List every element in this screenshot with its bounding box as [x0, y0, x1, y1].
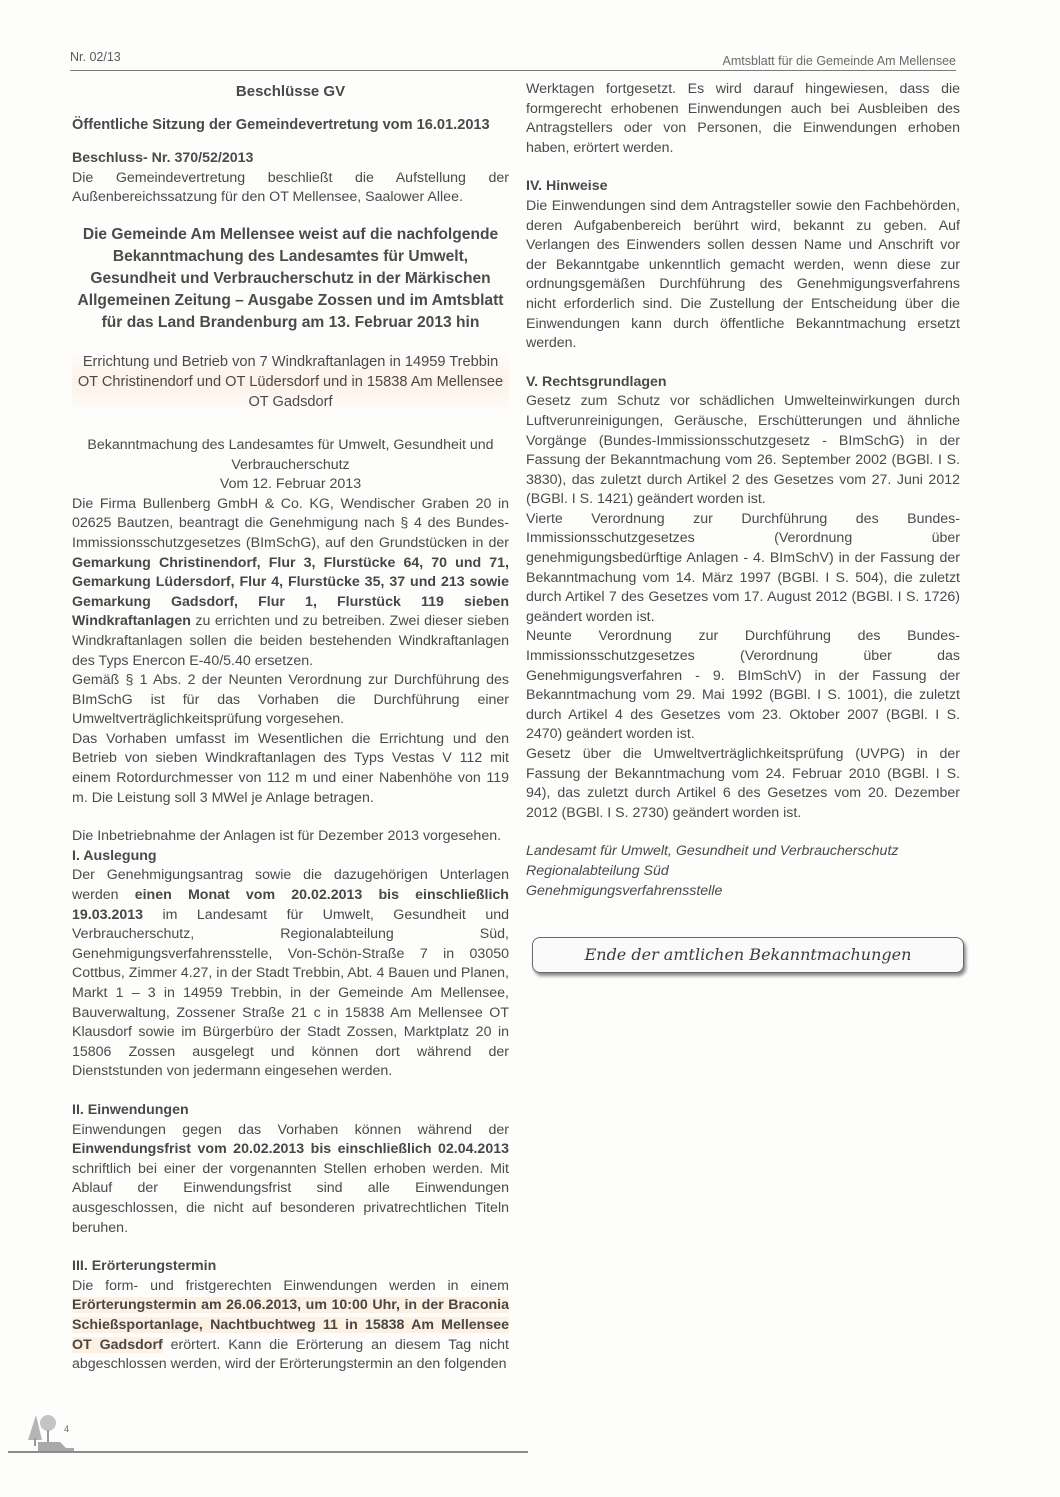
law-uvpg: Gesetz über die Umweltverträglichkeitsprüfung (UVPG) in der Fassung der Bekanntmachung vom 24. Februar 2010 (BGBl. I S. 94), das zuletzt durch Artikel 6 des Gesetzes vom 20. Dezember 2012 (BGBl. I S. 2730) geändert worden ist. [526, 746, 960, 821]
publication-title: Amtsblatt für die Gemeinde Am Mellensee [722, 54, 956, 68]
end-of-notices-box [532, 937, 964, 973]
left-column [72, 80, 509, 1375]
project-title: Errichtung und Betrieb von 7 Windkraftanlagen in 14959 Trebbin OT Christinendorf und OT Lüdersdorf und in 15838 Am Mellensee OT Gadsdorf [72, 352, 509, 412]
signature-department: Regionalabteilung Süd [526, 862, 669, 879]
notice-heading: Die Gemeinde Am Mellensee weist auf die nachfolgende Bekanntmachung des Landesamtes für Umwelt, Gesundheit und Verbraucherschutz in der Märkischen Allgemeinen Zeitung – Ausgabe Zossen und im Amtsblatt für das Land Brandenburg am 13. Februar 2013 hin [77, 225, 504, 331]
end-of-notices-label: Ende der amtlichen Bekanntmachungen [584, 945, 912, 965]
paragraph-einwendungen: Einwendungen gegen das Vorhaben können während der Einwendungsfrist vom 20.02.2013 bis einschließlich 02.04.2013 schriftlich bei einer der vorgenannten Stellen erhoben werden. Mit Ablauf der Einwendungsfrist sind alle Einwendungen ausgeschlossen, die nicht auf besonderen privatrechtlichen Titeln beruhen. [72, 1121, 509, 1236]
section-heading-hinweise: IV. Hinweise [526, 178, 608, 195]
section-heading-einwendungen: II. Einwendungen [72, 1101, 189, 1118]
announcement-title: Bekanntmachung des Landesamtes für Umwelt, Gesundheit und Verbraucherschutz [87, 436, 494, 473]
parcel-details: Gemarkung Christinendorf, Flur 3, Flurstücke 64, 70 und 71, Gemarkung Lüdersdorf, Flur 4, Flurstücke 35, 37 und 213 sowie Gemarkung Gadsdorf, Flur 1, Flurstück 119 sieben Windkraftanlagen [72, 554, 509, 630]
objection-period: Einwendungsfrist vom 20.02.2013 bis einschließlich 02.04.2013 [72, 1141, 509, 1158]
law-9-bimschv: Neunte Verordnung zur Durchführung des Bundes-Immissionsschutzgesetzes (Verordnung über das Genehmigungsverfahren - 9. BImSchV) in der Fassung der Bekanntmachung vom 29. Mai 1992 (BGBl. I S. 1001), die zuletzt durch Artikel 4 des Gesetzes vom 23. Oktober 2007 (BGBl. I S. 2470) geändert worden ist. [526, 628, 960, 743]
resolution-text: Die Gemeindevertretung beschließt die Aufstellung der Außenbereichssatzung für den OT Mellensee, Saalower Allee. [72, 169, 509, 206]
law-4-bimschv: Vierte Verordnung zur Durchführung des Bundes-Immissionsschutzgesetzes (Verordnung über genehmigungsbedürftige Anlagen - 4. BImSchV) in der Fassung der Bekanntmachung vom 14. März 1997 (BGBl. I S. 504), die zuletzt durch Artikel 7 des Gesetzes vom 17. August 2012 (BGBl. I S. 1726) geändert worden ist. [526, 510, 960, 625]
paragraph-uvp: Gemäß § 1 Abs. 2 der Neunten Verordnung zur Durchführung des BImSchG ist für das Vorhaben die Durchführung einer Umweltverträglichkeitsprüfung vorgesehen. [72, 672, 509, 728]
signature-authority: Landesamt für Umwelt, Gesundheit und Verbraucherschutz [526, 843, 899, 860]
paragraph-hinweise: Die Einwendungen sind dem Antragsteller sowie den Fachbehörden, deren Aufgabenbereich berührt wird, bekannt zu geben. Auf Verlangen des Einwenders sollen dessen Name und Anschrift vor der Bekanntgabe unkenntlich gemacht werden, wenn diese zur ordnungsgemäßen Durchführung des Genehmigungsverfahrens nicht erforderlich sind. Die Zustellung der Entscheidung über die Einwendungen kann durch öffentliche Bekanntmachung ersetzt werden. [526, 197, 960, 352]
paragraph-auslegung: Der Genehmigungsantrag sowie die dazugehörigen Unterlagen werden einen Monat vom 20.02.2013 bis einschließlich 19.03.2013 im Landesamt für Umwelt, Gesundheit und Verbraucherschutz, Regionalabteilung Süd, Genehmigungsverfahrensstelle, Von-Schön-Straße 7 in 03050 Cottbus, Zimmer 4.27, in der Stadt Trebbin, Abt. 4 Bauen und Planen, Markt 1 – 3 in 14959 Trebbin, in der Gemeinde Am Mellensee, Bauverwaltung, Zossener Straße 21 c in 15838 Am Mellensee OT Klausdorf sowie im Bürgerbüro der Stadt Zossen, Marktplatz 20 in 15806 Zossen ausgelegt und können dort während der Dienststunden von jedermann eingesehen werden. [72, 867, 509, 1080]
right-column [526, 80, 960, 973]
section-heading-rechtsgrundlagen: V. Rechtsgrundlagen [526, 373, 667, 390]
issue-number: Nr. 02/13 [70, 50, 121, 64]
paragraph-project-scope: Das Vorhaben umfasst im Wesentlichen die Errichtung und den Betrieb von sieben Windkraftanlagen des Typs Vestas V 112 mit einem Rotordurchmesser von 112 m und einer Nabenhöhe von 119 m. Die Leistung soll 3 MWel je Anlage betragen. [72, 730, 509, 806]
paragraph-commissioning: Die Inbetriebnahme der Anlagen ist für Dezember 2013 vorgesehen. [72, 828, 502, 845]
page-number: 4 [64, 1424, 70, 1434]
announcement-date: Vom 12. Februar 2013 [219, 476, 362, 493]
footer-rule [8, 1451, 528, 1453]
section-heading-auslegung: I. Auslegung [72, 847, 157, 864]
resolution-number: Beschluss- Nr. 370/52/2013 [72, 150, 254, 167]
signature-office: Genehmigungsverfahrensstelle [526, 882, 723, 899]
hearing-date-location: Erörterungstermin am 26.06.2013, um 10:00 Uhr, in der Braconia Schießsportanlage, Nachtbuchtweg 11 in 15838 Am Mellensee OT Gadsdorf [72, 1297, 509, 1353]
paragraph-eroerterung: Die form- und fristgerechten Einwendungen werden in einem Erörterungstermin am 26.06.2013, um 10:00 Uhr, in der Braconia Schießsportanlage, Nachtbuchtweg 11 in 15838 Am Mellensee OT Gadsdorf erörtert. Kann die Erörterung an diesem Tag nicht abgeschlossen werden, wird der Erörterungstermin an den folgenden [72, 1277, 509, 1373]
paragraph-continuation: Werktagen fortgesetzt. Es wird darauf hingewiesen, dass die formgerecht erhobenen Einwendungen auch bei Ausbleiben des Antragstellers oder von Personen, die Einwendungen erhoben haben, erörtert werden. [526, 81, 960, 156]
section-heading-eroerterung: III. Erörterungstermin [72, 1258, 217, 1275]
paragraph-applicant: Die Firma Bullenberg GmbH & Co. KG, Wendischer Graben 20 in 02625 Bautzen, beantragt die Genehmigung nach § 4 des Bundes-Immissionsschutzgesetzes (BImSchG), auf den Grundstücken in der Gemarkung Christinendorf, Flur 3, Flurstücke 64, 70 und 71, Gemarkung Lüdersdorf, Flur 4, Flurstücke 35, 37 und 213 sowie Gemarkung Gadsdorf, Flur 1, Flurstück 119 sieben Windkraftanlagen zu errichten und zu betreiben. Zwei dieser sieben Windkraftanlagen sollen die beiden bestehenden Windkraftanlagen des Typs Enercon E-40/5.40 ersetzen. [72, 495, 509, 669]
law-bimschg: Gesetz zum Schutz vor schädlichen Umwelteinwirkungen durch Luftverunreinigungen, Geräusche, Erschütterungen und ähnliche Vorgänge (Bundes-Immissionsschutzgesetz - BImSchG) in der Fassung der Bekanntmachung vom 26. September 2002 (BGBl. I S. 3830), das zuletzt durch Artikel 2 des Gesetzes vom 27. Juni 2012 (BGBl. I S. 1421) geändert worden ist. [526, 393, 960, 508]
display-period: einen Monat vom 20.02.2013 bis einschließlich 19.03.2013 [72, 887, 509, 923]
page-header [70, 48, 956, 71]
section-title: Beschlüsse GV [235, 83, 346, 100]
session-title: Öffentliche Sitzung der Gemeindevertretung vom 16.01.2013 [72, 116, 490, 133]
